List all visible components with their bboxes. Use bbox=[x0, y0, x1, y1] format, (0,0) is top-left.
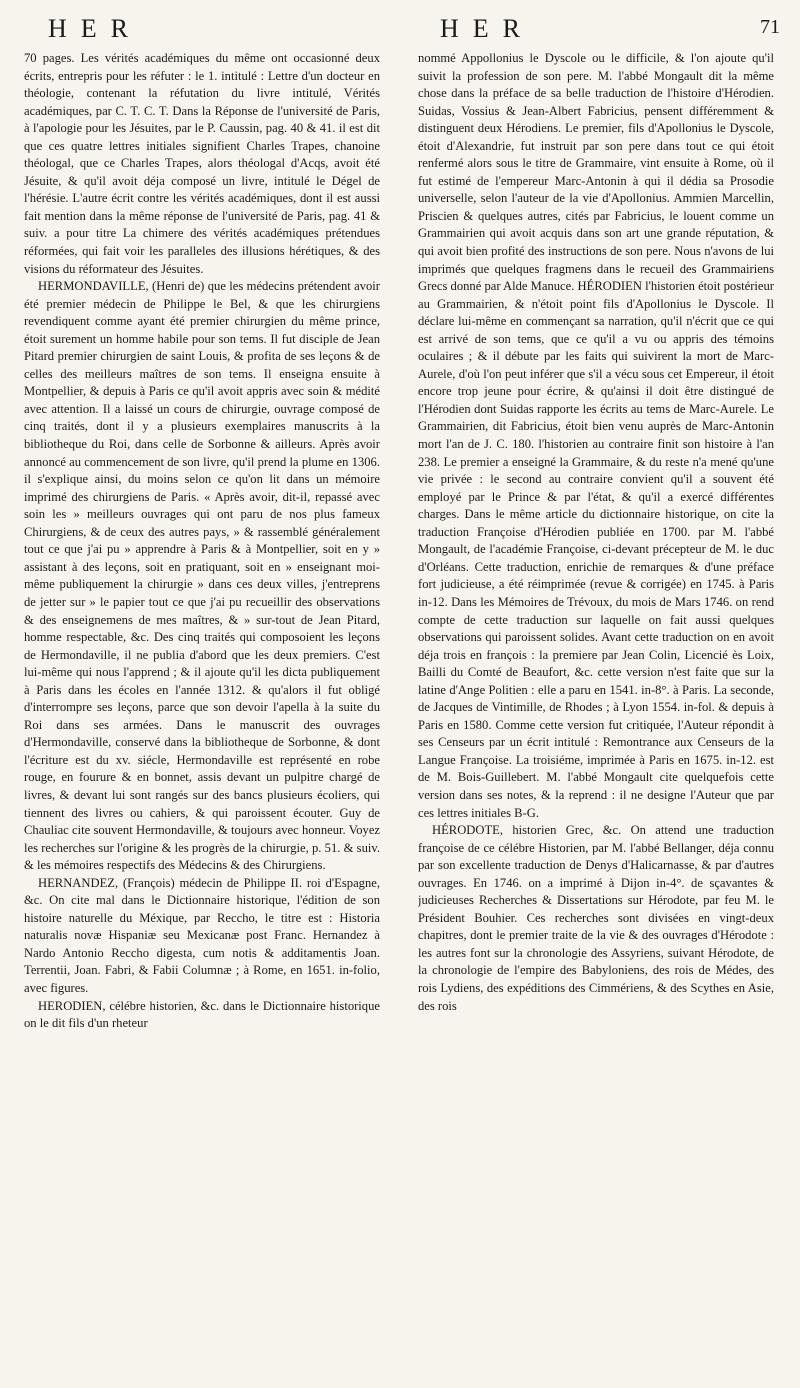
page-number: 71 bbox=[760, 16, 780, 38]
paragraph-herodien-continued: nommé Appollonius le Dyscole ou le difficile, & l'on ajoute qu'il suivit la profession de son pere. M. l'abbé Mongault dit la même chose dans la préface de sa belle traduction de l'histoire d'Hérodien. Suidas, Vossius & Jean-Albert Fabricius, pensent différemment & distinguent deux Hérodiens. Le premier, fils d'Apollonius le Dyscole, étoit d'Alexandrie, fut instruit par son pere dans tout ce qui étoit renfermé alors sous le titre de Grammaire, vint ensuite à Rome, où il fut estimé de l'empereur Marc-Antonin à qui il dédia sa Prosodie universelle, selon l'auteur de la vie d'Apollonius. Ammien Marcellin, Priscien & quelques autres, cités par Fabricius, le louent comme un Grammairien qui avoit acquis dans son art une grande réputation, & qui avoit bien profité des instructions de son pere. Nous n'avons de lui imprimés que quelques fragmens dans le recueil des Grammairiens Grecs donné par Alde Manuce. HÉRODIEN l'historien étoit postérieur au Grammairien, & n'étoit point fils d'Apollonius le Dyscole. Il déclare lui-même en commençant sa narration, qu'il n'écrit que ce qui est arrivé de son tems, que ce qu'il a vu ou appris des témoins oculaires ; & il débute par les faits qui suivirent la mort de Marc-Aurele, d'où l'on peut inférer que s'il a vécu sous cet Empereur, il étoit encore trop jeune pour écrire, & qu'ainsi il doit être distingué de l'Hérodien dont Suidas rapporte les écrits au tems de Marc-Aurele. Le Grammairien, dit Fabricius, étoit bien venu auprès de Marc-Antonin mort l'an de J. C. 180. l'historien au contraire finit son histoire à l'an 238. Le premier a enseigné la Grammaire, & du reste n'a mené qu'une vie privée : le second au contraire convient qu'il a souvent été employé par le Prince & par l'état, & qu'il a exercé différentes charges. Dans le même article du dictionnaire historique, on cite la traduction Françoise d'Hérodien publiée en 1700. par M. l'abbé Mongault, de l'académie Françoise, ci-devant précepteur de M. le duc d'Orléans. Cette traduction, enrichie de remarques & d'une préface fort judicieuse, a été réimprimée (revue & corrigée) en 1745. à Paris in-12. Dans les Mémoires de Trévoux, du mois de Mars 1746. on rend compte de cette traduction sur laquelle on fait aussi quelques observations qui paroissent solides. Avant cette traduction on en avoit déja trois en françois : la premiere par Jean Colin, Licencié ès Loix, Bailli du Comté de Beaufort, &c. cette version n'est faite que sur la latine d'Ange Politien : elle a paru en 1541. in-8°. à Paris. La seconde, de Jacques de Vintimille, de Rhodes ; à Lyon 1554. in-fol. & depuis à Paris en 1580. Comme cette version fut critiquée, l'Auteur répondit à ses Censeurs par un écrit intitulé : Remontrance aux Censeurs de la Langue Françoise. La troisiéme, imprimée à Paris en 1675. in-12. est de M. Bois-Guillebert. M. l'abbé Mongault cite quelquefois cette version dans ses notes, & la reprend : il ne designe l'Auteur que par ces lettres initiales B-G. bbox=[418, 51, 774, 820]
entry-hernandez: HERNANDEZ, (François) médecin de Philippe II. roi d'Espagne, &c. On cite mal dans le Dictionnaire historique, l'édition de son histoire naturelle du Méxique, par Reccho, le titre est : Historia naturalis novæ Hispaniæ seu Mexicanæ post Franc. Hernandez à Nardo Antonio Reccho digesta, cum notis & additamentis Joan. Terrentii, Joan. Fabri, & Fabii Columnæ ; à Rome, en 1651. in-folio, avec figures. bbox=[24, 875, 380, 995]
running-head-left: HER bbox=[48, 14, 142, 43]
paragraph-verites-academiques: 70 pages. Les vérités académiques du même ont occasionné deux écrits, entrepris pour les réfuter : le 1. intitulé : Lettre d'un docteur en théologie, contenant la réfutation du livre intitulé, Vérités académiques, par C. T. C. T. Dans la Réponse de l'université de Paris, à l'apologie pour les Jésuites, par le P. Caussin, pag. 40 & 41. il est dit que ces quatre lettres initiales signifient Charles Trapes, chanoine théologal, que ce Charles Trapes, alors théologal d'Acqs, avoit été Jésuite, & qu'il avoit déja composé un livre, intitulé le Dégel de l'hérésie. L'autre écrit contre les vérités académiques, dont il est aussi fait mention dans la même réponse de l'université de Paris, pag. 41 & suiv. a pour titre La chimere des vérités académiques prétendues réformées, qui fait voir les paralleles des illusions hérétiques, & des visions du réformateur des Jésuites. bbox=[24, 51, 380, 276]
entry-herodote: HÉRODOTE, historien Grec, &c. On attend une traduction françoise de ce célébre Historien, par M. l'abbé Bellanger, déja connu par son excellente traduction de Denys d'Halicarnasse, & par d'autres ouvrages. En 1746. on a imprimé à Dijon in-4°. de sçavantes & judicieuses Recherches & Dissertations sur Hérodote, par feu M. le Président Bouhier. Ces recherches sont divisées en vingt-deux chapitres, dont le premier traite de la vie & des ouvrages d'Hérodote : les autres font sur la chronologie des Assyriens, suivant Hérodote, de la chronologie de l'empire des Babyloniens, des rois de Médes, des rois Lydiens, des expéditions des Cimmériens, & des Scythes en Asie, des rois bbox=[418, 823, 774, 1013]
entry-hermondaville: HERMONDAVILLE, (Henri de) que les médecins prétendent avoir été premier médecin de Philippe le Bel, & que les chirurgiens revendiquent comme ayant été premier chirurgien du même prince, étoit surement un homme habile pour son tems. Il fut disciple de Jean Pitard premier chirurgien de saint Louis, & profita de ses leçons & de celles des meilleurs maîtres de son tems. Il enseigna ensuite à Montpellier, & depuis à Paris ce qu'il avoit appris avec soin & médité avec attention. Il a laissé un cours de chirurgie, ouvrage composé de cinq traités, dont il y a plusieurs exemplaires manuscrits à la bibliotheque du Roi, dans celle de Sorbonne & ailleurs. Après avoir annoncé au commencement de son livre, qu'il prend la plume en 1306. il s'explique ainsi, du moins selon ce qu'on lit dans un mémoire imprimé des chirurgiens de Paris. « Après avoir, dit-il, repassé avec soin les » meilleurs ouvrages qui ont paru de nos plus fameux Chirurgiens, & de ceux des autres pays, » & rassemblé généralement tout ce que j'ai pu » apprendre à Paris & à Montpellier, soit en y » assistant à des leçons, soit en pratiquant, soit en » enseignant moi-même publiquement la chirurgie » dans ces deux villes, j'entreprens de jetter sur » le papier tout ce que j'ai pu recueillir des observations & des enseignemens de mes maîtres, & » sur-tout de Jean Pitard, homme respectable, &c. Des cinq traités qui composoient les leçons de Hermondaville, il ne publia d'abord que les deux premiers. C'est lui-même qui nous l'apprend ; & il ajoute qu'il les dicta publiquement à Paris dans les écoles en l'année 1312. & qu'alors il fut obligé d'interrompre ses leçons, parce que son devoir l'apella à la suite du Roi dans ses armées. Dans le manuscrit des ouvrages d'Hermondaville, conservé dans la bibliotheque de Sorbonne, & dont l'écriture est du xv. siécle, Hermondaville est représenté en robe rouge, en fourure & en bonnet, assis devant un pulpitre chargé de livres, & devant lui sont rangés sur des bancs plusieurs écoliers, qui tiennent des livres ou cahiers, & qui paroissent écouter. Guy de Chauliac cite souvent Hermondaville, & toujours avec honneur. Voyez les recherches sur l'origine & les progrès de la chirurgie, p. 51. & suiv. & les mémoires respectifs des Médecins & des Chirurgiens. bbox=[24, 279, 380, 873]
left-column bbox=[24, 50, 380, 1370]
running-head-right: HER bbox=[440, 14, 534, 43]
right-column bbox=[418, 50, 774, 1370]
entry-herodien: HERODIEN, célébre historien, &c. dans le Dictionnaire historique on le dit fils d'un rheteur bbox=[24, 998, 380, 1031]
running-head bbox=[0, 14, 800, 50]
